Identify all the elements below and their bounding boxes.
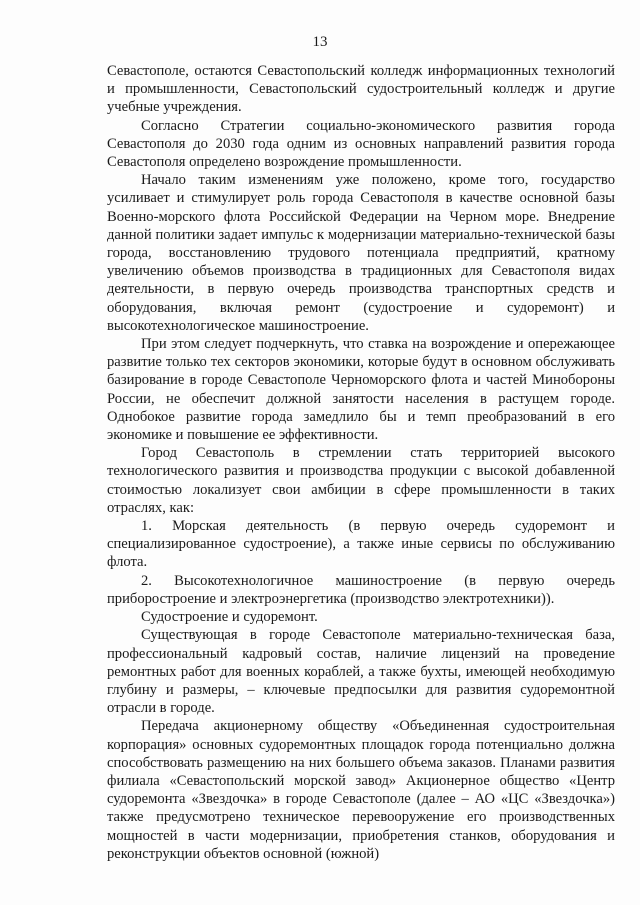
list-item-2: 2. Высокотехнологичное машиностроение (в первую очередь приборостроение и электроэнергетика (производство электротехники)).	[107, 572, 615, 607]
paragraph-2: Согласно Стратегии социально-экономического развития города Севастополя до 2030 года одним из основных направлений развития города Севастополя определено возрождение промышленности.	[107, 117, 615, 171]
document-body	[107, 62, 615, 863]
paragraph-7: Передача акционерному обществу «Объединенная судостроительная корпорация» основных судоремонтных площадок города потенциально должна способствовать размещению на них большего объема заказов. Планами развития филиала «Севастопольский морской завод» Акционерное общество «Центр судоремонта «Звездочка» в городе Севастополе (далее – АО «ЦС «Звездочка») также предусмотрено техническое перевооружение его производственных мощностей в части модернизации, приобретения станков, оборудования и реконструкции объектов основной (южной)	[107, 718, 615, 862]
list-item-1: 1. Морская деятельность (в первую очередь судоремонт и специализированное судостроение), а также иные сервисы по обслуживанию флота.	[107, 518, 615, 571]
paragraph-1: Севастополе, остаются Севастопольский колледж информационных технологий и промышленности, Севастопольский судостроительный колледж и другие учебные учреждения.	[107, 63, 615, 116]
section-heading: Судостроение и судоремонт.	[141, 609, 318, 626]
paragraph-4: При этом следует подчеркнуть, что ставка на возрождение и опережающее развитие только тех секторов экономики, которые будут в основном обслуживать базирование в городе Севастополе Черноморского флота и частей Минобороны России, не обеспечит должной занятости населения в растущем городе. Однобокое развитие города замедлило бы и темп преобразований в его экономике и повышение ее эффективности.	[107, 336, 615, 444]
page-number: 13	[312, 34, 328, 50]
paragraph-5: Город Севастополь в стремлении стать территорией высокого технологического развития и производства продукции с высокой добавленной стоимостью локализует свои амбиции в сфере промышленности в таких отраслях, как:	[107, 445, 615, 516]
paragraph-6: Существующая в городе Севастополе материально-техническая база, профессиональный кадровый состав, наличие лицензий на проведение ремонтных работ для военных кораблей, а также бухты, имеющей необходимую глубину и размеры, – ключевые предпосылки для развития судоремонтной отрасли в городе.	[107, 627, 615, 717]
paragraph-3: Начало таким изменениям уже положено, кроме того, государство усиливает и стимулирует роль города Севастополя в качестве основной базы Военно-морского флота Российской Федерации на Черном море. Внедрение данной политики задает импульс к модернизации материально-технической базы города, восстановлению трудового потенциала предприятий, кратному увеличению объемов производства в традиционных для Севастополя видах деятельности, в первую очередь производства транспортных средств и оборудования, включая ремонт (судостроение и судоремонт) и высокотехнологическое машиностроение.	[107, 172, 615, 334]
